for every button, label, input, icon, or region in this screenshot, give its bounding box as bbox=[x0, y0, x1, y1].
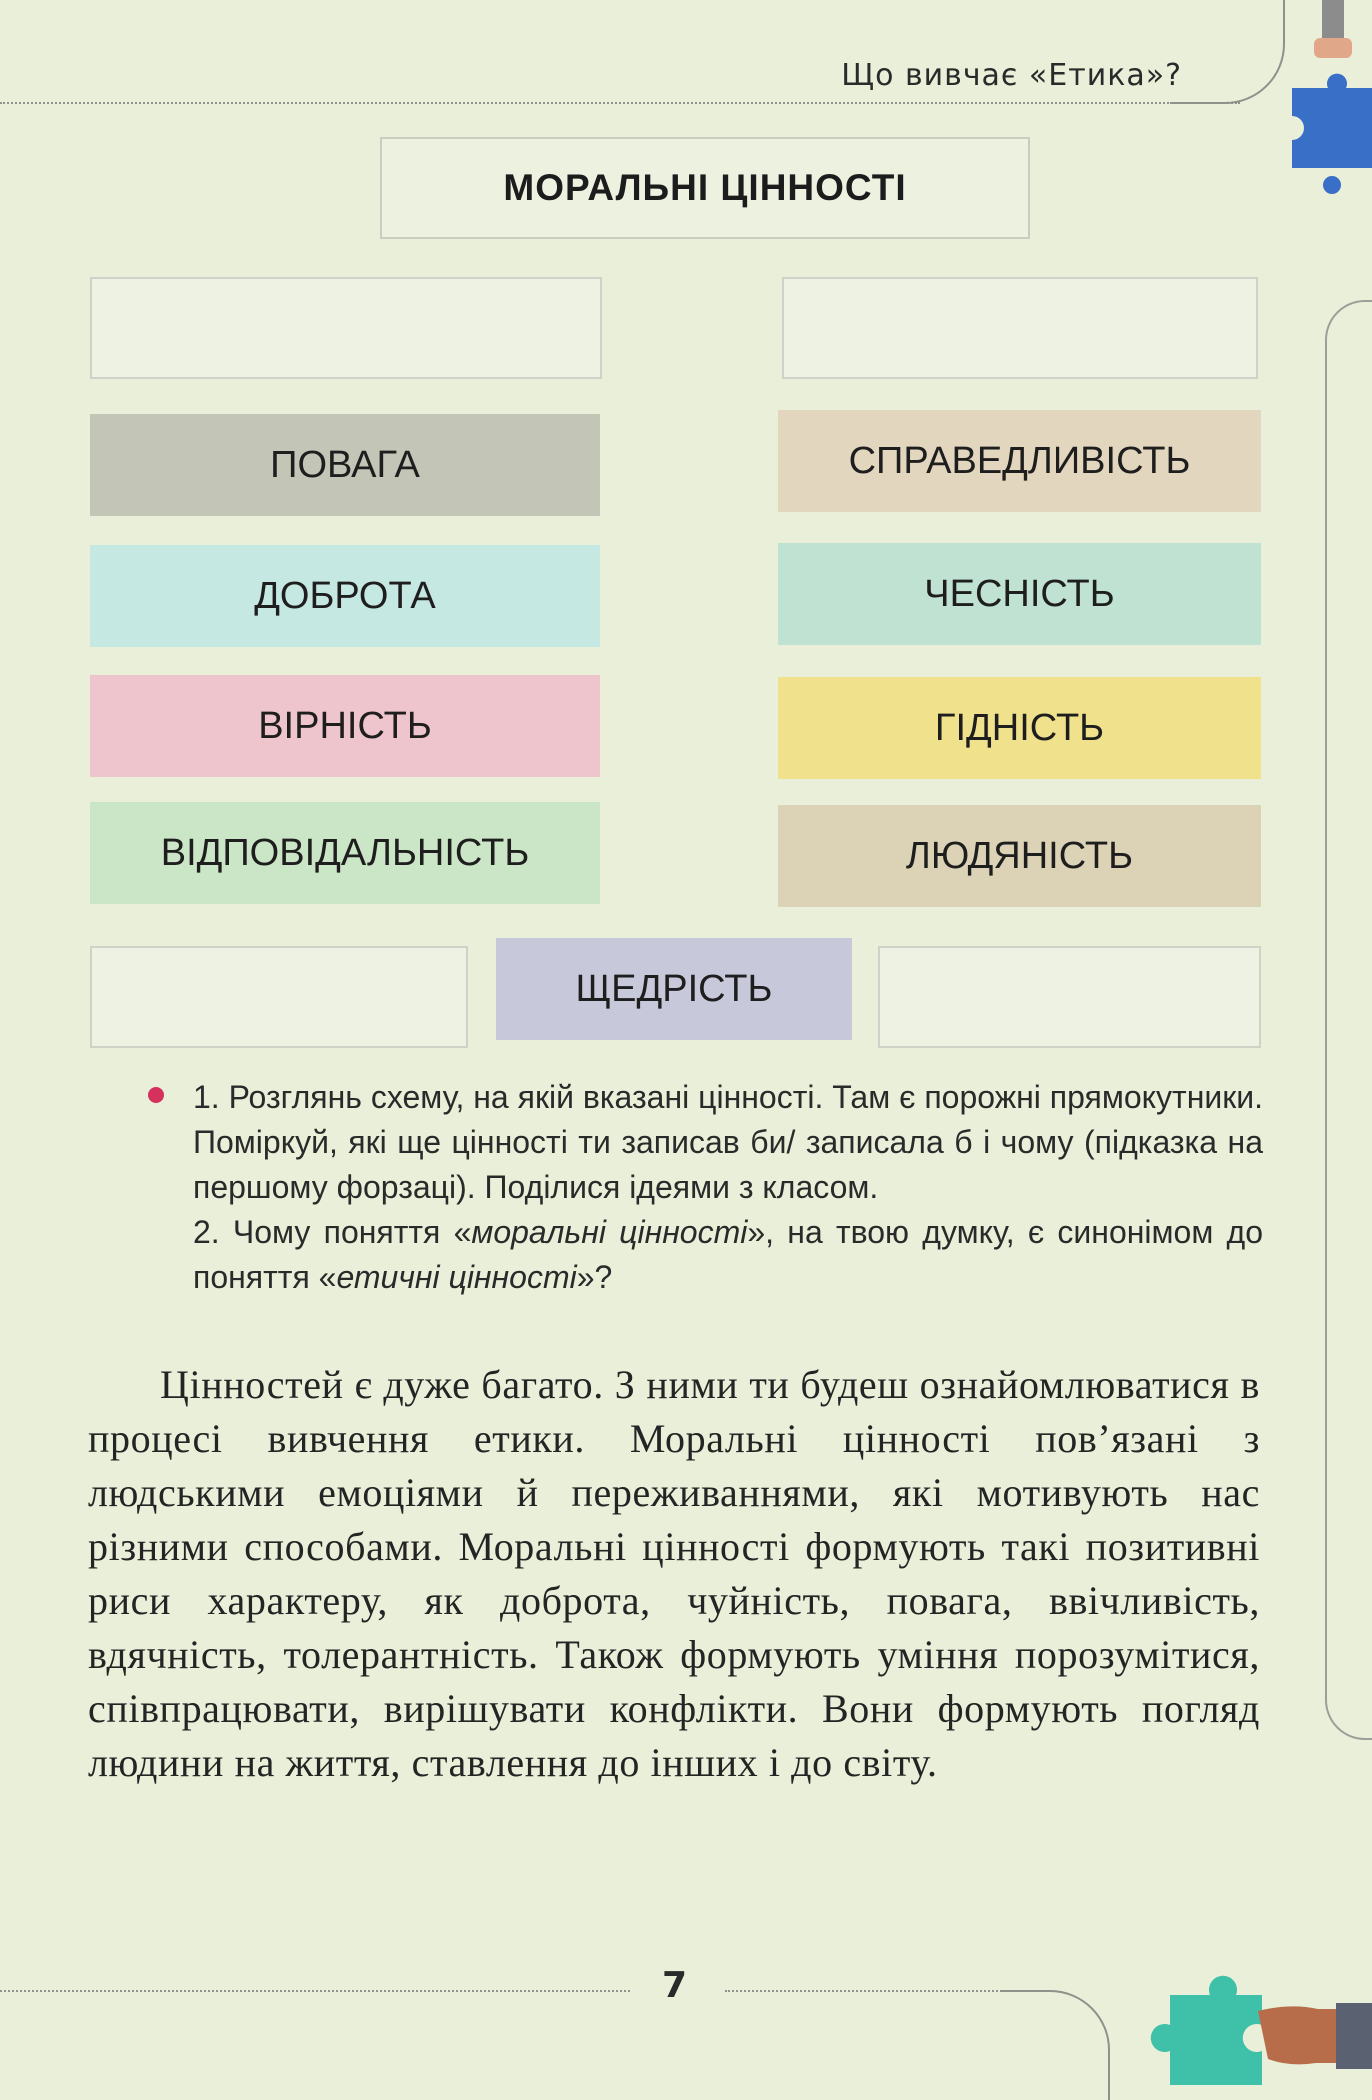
footer-rule bbox=[0, 1990, 630, 1992]
puzzle-piece-icon bbox=[1292, 0, 1372, 200]
task-2-term: моральні цінності bbox=[471, 1214, 748, 1250]
value-box-liudianist: ЛЮДЯНІСТЬ bbox=[778, 805, 1261, 907]
footer-rule bbox=[725, 1990, 1045, 1992]
body-paragraph: Цінностей є дуже багато. З ними ти будеш ознайомлюватися в процесі вивчення етики. Моральні цінності пов’язані з людськими емоціями й переживаннями, які мотивують нас різними способами. Моральні цінності формують такі позитивні риси характеру, як доброта, чуйність, повага, ввічливість, вдячність, толерантність. Також формують уміння порозумітися, співпрацювати, вирішувати конфлікти. Вони формують погляд людини на життя, ставлення до інших і до світу. bbox=[88, 1362, 1260, 1785]
task-1: 1. Розглянь схему, на якій вказані цінності. Там є порожні прямокутники. Поміркуй, які ще цінності ти записав би/ записала б і чому (підказка на першому форзаці). Поділися ідеями з класом. bbox=[193, 1079, 1263, 1205]
empty-value-box bbox=[90, 277, 602, 379]
footer-rule-corner bbox=[1000, 1990, 1110, 2100]
task-2-term: етичні цінності bbox=[336, 1259, 577, 1295]
tasks-block bbox=[193, 1075, 1263, 1300]
empty-value-box bbox=[878, 946, 1261, 1048]
task-2-text: 2. Чому поняття « bbox=[193, 1214, 472, 1250]
puzzle-piece-hand-icon bbox=[1140, 1975, 1372, 2100]
value-box-virnist: ВІРНІСТЬ bbox=[90, 675, 600, 777]
running-head: Що вивчає «Етика»? bbox=[841, 58, 1182, 93]
value-box-dobrota: ДОБРОТА bbox=[90, 545, 600, 647]
header-rule-corner bbox=[1170, 0, 1285, 104]
side-tab-decoration bbox=[1325, 300, 1372, 1740]
empty-value-box bbox=[90, 946, 468, 1048]
value-box-hidnist: ГІДНІСТЬ bbox=[778, 677, 1261, 779]
diagram-title: МОРАЛЬНІ ЦІННОСТІ bbox=[380, 137, 1030, 239]
task-bullet-icon bbox=[148, 1087, 164, 1103]
value-box-povaha: ПОВАГА bbox=[90, 414, 600, 516]
value-box-spravedlyvist: СПРАВЕДЛИВІСТЬ bbox=[778, 410, 1261, 512]
task-2 bbox=[193, 1210, 1263, 1300]
value-box-shchedrist: ЩЕДРІСТЬ bbox=[496, 938, 852, 1040]
task-2-text: »? bbox=[576, 1259, 613, 1295]
value-box-chesnist: ЧЕСНІСТЬ bbox=[778, 543, 1261, 645]
page-number: 7 bbox=[662, 1965, 688, 2006]
header-rule bbox=[0, 102, 1240, 104]
task-2-text: », на твою думку, є синонімом до поняття « bbox=[193, 1214, 1263, 1295]
empty-value-box bbox=[782, 277, 1258, 379]
value-box-vidpovidalnist: ВІДПОВІДАЛЬНІСТЬ bbox=[90, 802, 600, 904]
